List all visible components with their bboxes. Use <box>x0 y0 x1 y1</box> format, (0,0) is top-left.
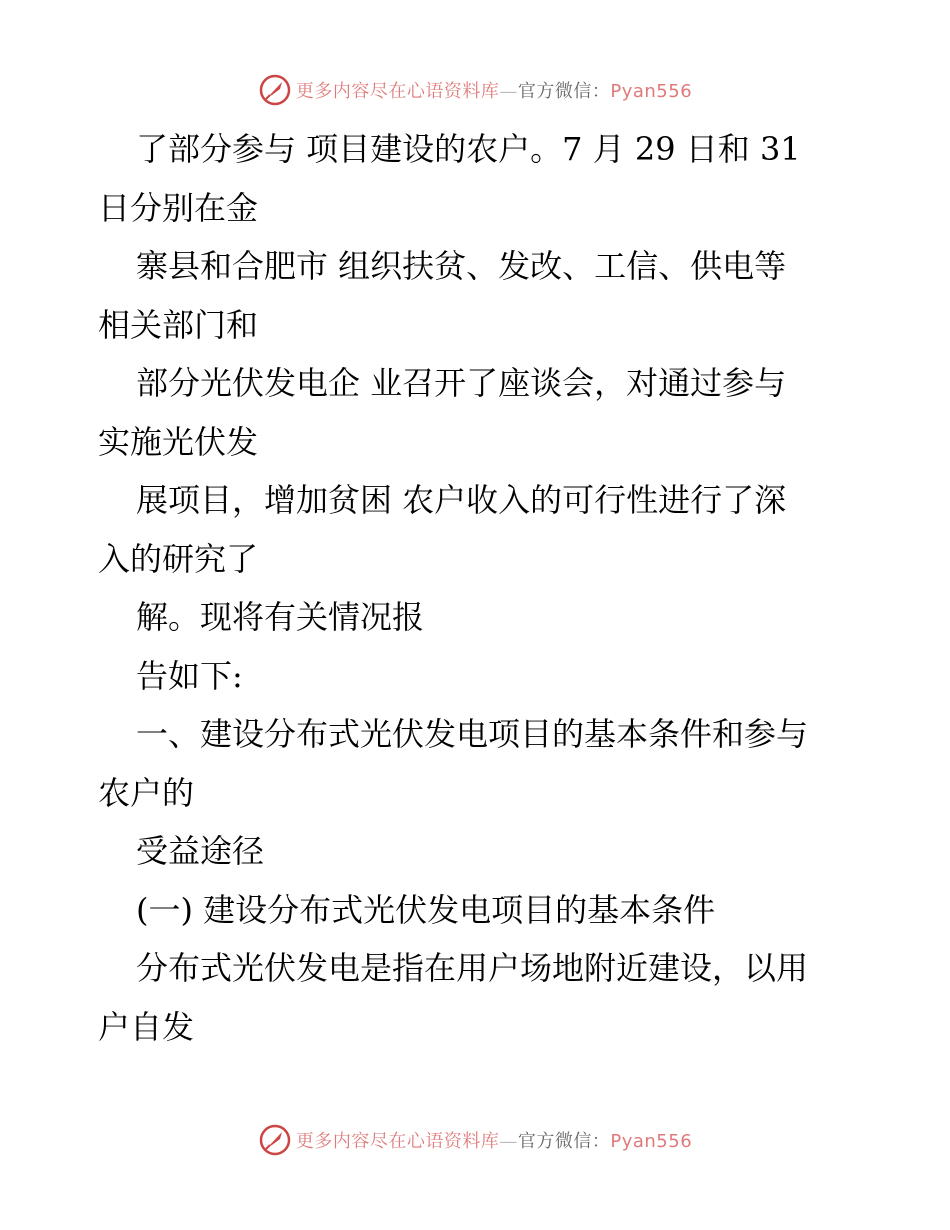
quill-logo-icon <box>258 1123 292 1157</box>
text-line: 户自发 <box>98 1007 195 1046</box>
quill-logo-icon <box>258 73 292 107</box>
text-line: 农户的 <box>98 773 195 812</box>
text-line: 寨县和合肥市 组织扶贫、发改、工信、供电等 <box>136 247 787 285</box>
watermark-footer <box>0 1120 950 1160</box>
watermark-text: 更多内容尽在心语资料库—官方微信：Pyan556 <box>295 1131 693 1152</box>
watermark-text: 更多内容尽在心语资料库—官方微信：Pyan556 <box>295 81 693 102</box>
text-line: 解。现将有关情况报 <box>136 598 425 636</box>
text-line: 展项目，增加贫困 农户收入的可行性进行了深 <box>136 481 787 519</box>
section-heading: 一、建设分布式光伏发电项目的基本条件和参与 <box>136 715 809 753</box>
watermark-header <box>0 70 950 110</box>
text-line: 部分光伏发电企 业召开了座谈会，对通过参与 <box>136 364 787 402</box>
text-line: 实施光伏发 <box>98 422 259 461</box>
text-line: 告如下: <box>136 656 243 695</box>
text-line: 分布式光伏发电是指在用户场地附近建设，以用 <box>136 949 809 987</box>
text-line: 相关部门和 <box>98 305 259 344</box>
subsection-heading: (一) 建设分布式光伏发电项目的基本条件 <box>136 890 716 929</box>
text-line: 了部分参与 项目建设的农户。7 月 29 日和 31 <box>136 130 801 168</box>
document-body <box>98 120 850 1056</box>
text-line: 入的研究了 <box>98 539 259 578</box>
text-line: 日分别在金 <box>98 188 259 227</box>
text-line: 受益途径 <box>136 832 265 870</box>
